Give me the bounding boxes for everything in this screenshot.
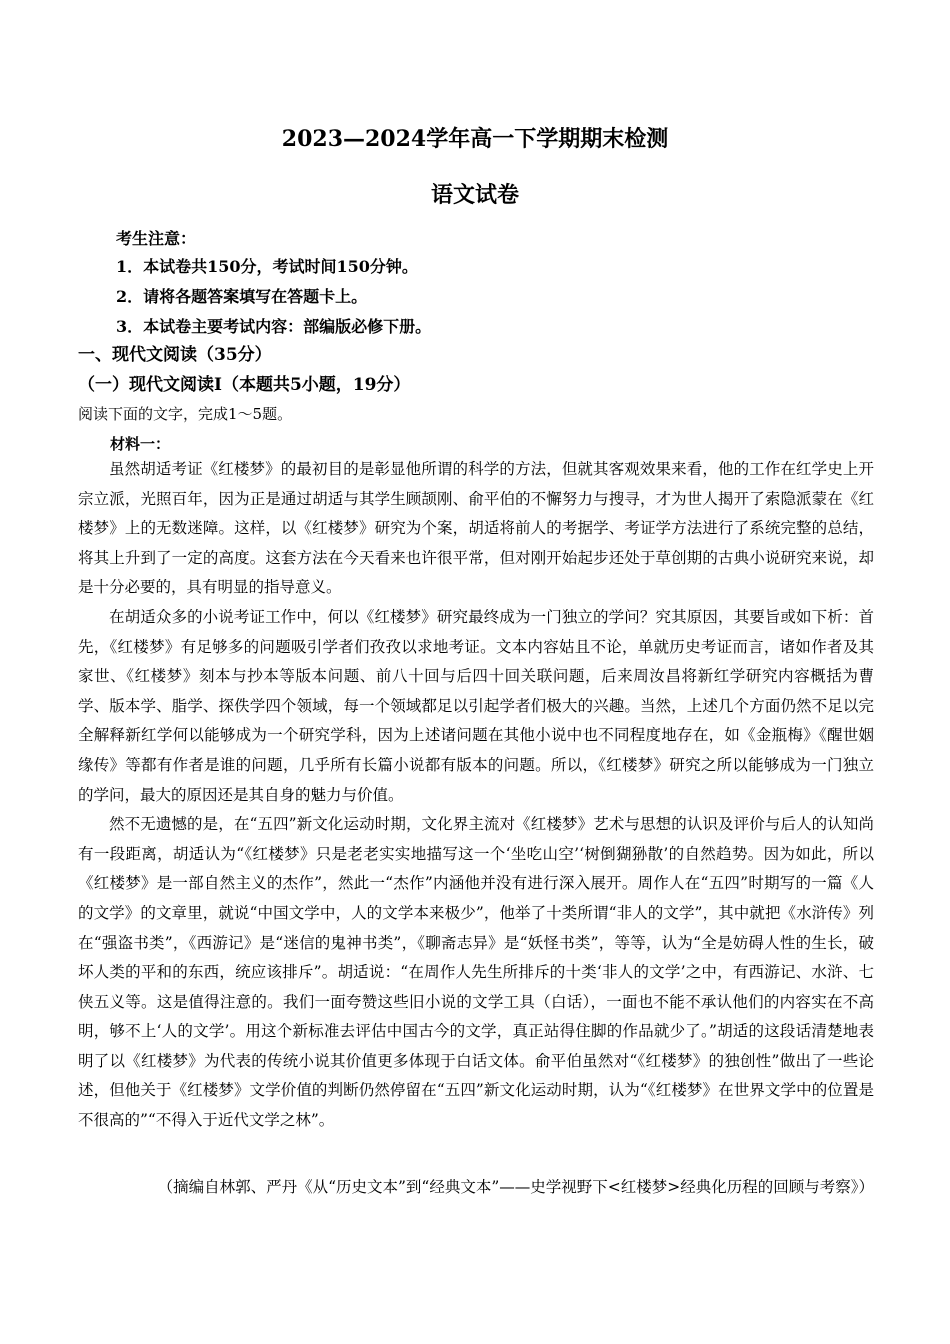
paragraph: 虽然胡适考证《红楼梦》的最初目的是彰显他所谓的科学的方法，但就其客观效果来看，他的工作在红学史上开宗立派，光照百年，因为正是通过胡适与其学生顾颉刚、俞平伯的不懈努力与搜寻，才为世人揭开了索隐派蒙在《红楼梦》上的无数迷障。这样，以《红楼梦》研究为个案，胡适将前人的考据学、考证学方法进行了系统完整的总结，将其上升到了一定的高度。这套方法在今天看来也许很平常，但对刚开始起步还处于草创期的古典小说研究来说，却是十分必要的，具有明显的指导意义。	[78, 460, 874, 597]
notice-item: 2．请将各题答案填写在答题卡上。	[116, 287, 368, 306]
material-text	[78, 455, 874, 1136]
exam-subtitle: 语文试卷	[430, 182, 519, 208]
notice-item: 1．本试卷共150分，考试时间150分钟。	[116, 257, 418, 276]
material-label: 材料一：	[110, 435, 171, 453]
notice-item: 3．本试卷主要考试内容：部编版必修下册。	[116, 317, 432, 336]
source-citation: （摘编自林郭、严丹《从“历史文本”到“经典文本”——史学视野下<红楼梦>经典化历程的回顾与考察》）	[157, 1178, 874, 1196]
reading-instruction: 阅读下面的文字，完成1～5题。	[78, 405, 293, 423]
paragraph: 在胡适众多的小说考证工作中，何以《红楼梦》研究最终成为一门独立的学问？究其原因，其要旨或如下析：首先，《红楼梦》有足够多的问题吸引学者们孜孜以求地考证。文本内容姑且不论，单就历史考证而言，诸如作者及其家世、《红楼梦》刻本与抄本等版本问题、前八十回与后四十回关联问题，后来周汝昌将新红学研究内容概括为曹学、版本学、脂学、探佚学四个领域，每一个领域都足以引起学者们极大的兴趣。当然，上述几个方面仍然不足以完全解释新红学何以能够成为一个研究学科，因为上述诸问题在其他小说中也不同程度地存在，如《金瓶梅》《醒世姻缘传》等都有作者是谁的问题，几乎所有长篇小说都有版本的问题。所以，《红楼梦》研究之所以能够成为一门独立的学问，最大的原因还是其自身的魅力与价值。	[78, 607, 874, 804]
exam-title: 2023—2024学年高一下学期期末检测	[281, 126, 669, 152]
section-heading: 一、现代文阅读（35分）	[78, 345, 272, 365]
paragraph: 然不无遗憾的是，在“五四”新文化运动时期，文化界主流对《红楼梦》艺术与思想的认识及评价与后人的认知尚有一段距离，胡适认为“《红楼梦》只是老老实实地描写这一个‘坐吃山空’‘树倒猢狲散’的自然趋势。因为如此，所以《红楼梦》是一部自然主义的杰作”，然此一“杰作”内涵他并没有进行深入展开。周作人在“五四”时期写的一篇《人的文学》的文章里，就说“中国文学中，人的文学本来极少”，他举了十类所谓“非人的文学”，其中就把《水浒传》列在“强盗书类”，《西游记》是“迷信的鬼神书类”，《聊斋志异》是“妖怪书类”，等等，认为“全是妨碍人性的生长，破坏人类的平和的东西，统应该排斥”。胡适说：“在周作人先生所排斥的十类‘非人的文学’之中，有西游记、水浒、七侠五义等。这是值得注意的。我们一面夸赞这些旧小说的文学工具（白话），一面也不能不承认他们的内容实在不高明，够不上‘人的文学’。用这个新标准去评估中国古今的文学，真正站得住脚的作品就少了。”胡适的这段话清楚地表明了以《红楼梦》为代表的传统小说其价值更多体现于白话文体。俞平伯虽然对“《红楼梦》的独创性”做出了一些论述，但他关于《红楼梦》文学价值的判断仍然停留在“五四”新文化运动时期，认为“《红楼梦》在世界文学中的位置是不很高的”“不得入于近代文学之林”。	[78, 815, 874, 1130]
notice-heading: 考生注意：	[116, 229, 197, 248]
subsection-heading: （一）现代文阅读Ⅰ（本题共5小题，19分）	[78, 375, 411, 395]
